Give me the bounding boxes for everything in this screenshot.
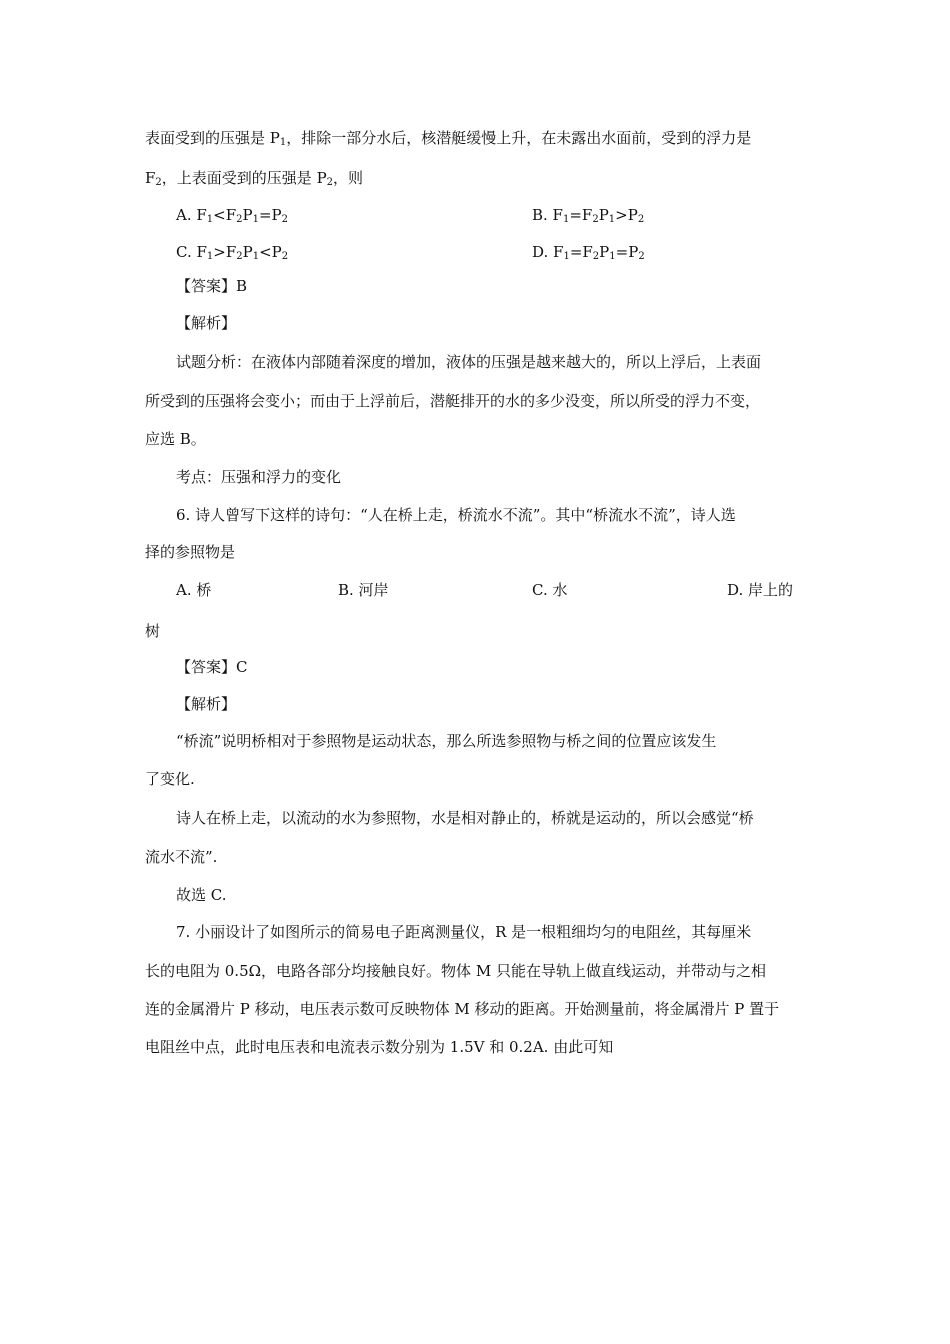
q6-analysis-line-5: 故选 C. bbox=[176, 886, 227, 904]
q5-analysis-line-2: 所受到的压强将会变小；而由于上浮前后，潜艇排开的水的多少没变，所以所受的浮力不变， bbox=[145, 392, 761, 410]
q5-text: F bbox=[145, 169, 156, 187]
q5-analysis-line-3: 应选 B。 bbox=[145, 430, 206, 448]
q7-stem-line-3: 连的金属滑片 P 移动，电压表示数可反映物体 M 移动的距离。开始测量前，将金属滑片 P 置于 bbox=[145, 1000, 780, 1018]
q7-stem-line-1: 7. 小丽设计了如图所示的简易电子距离测量仪，R 是一根粗细均匀的电阻丝，其每厘米 bbox=[176, 923, 752, 941]
q7-stem-line-2: 长的电阻为 0.5Ω，电路各部分均接触良好。物体 M 只能在导轨上做直线运动，并带动与之相 bbox=[145, 962, 766, 980]
q5-option-c: C. $F_1>F_2P_1<P_2$ bbox=[176, 243, 289, 262]
subscript: 2 bbox=[326, 177, 334, 188]
q5-analysis-line-1: 试题分析：在液体内部随着深度的增加，液体的压强是越来越大的，所以上浮后，上表面 bbox=[176, 353, 762, 371]
q5-text: 表面受到的压强是 P bbox=[145, 129, 280, 147]
subscript: 2 bbox=[155, 177, 162, 188]
q5-analysis-title: 【解析】 bbox=[176, 314, 237, 332]
q6-stem-line-1: 6. 诗人曾写下这样的诗句：“人在桥上走，桥流水不流”。其中“桥流水不流”，诗人选 bbox=[176, 506, 736, 524]
q5-text: ，上表面受到的压强是 P bbox=[161, 169, 327, 187]
q6-option-c: C. 水 bbox=[532, 581, 568, 599]
q6-analysis-title: 【解析】 bbox=[176, 695, 237, 713]
q5-stem-line-2 bbox=[145, 168, 363, 188]
q5-option-a: A. $F_1<F_2P_1=P_2$ bbox=[176, 206, 289, 225]
q6-analysis-line-3: 诗人在桥上走，以流动的水为参照物，水是相对静止的，桥就是运动的，所以会感觉“桥 bbox=[176, 809, 754, 827]
q5-answer: 【答案】B bbox=[176, 277, 248, 295]
q5-text: ，则 bbox=[333, 169, 364, 187]
q6-option-d: D. 岸上的 bbox=[727, 581, 794, 599]
q6-option-a: A. 桥 bbox=[176, 581, 212, 599]
q5-option-d: D. $F_1=F_2P_1=P_2$ bbox=[532, 243, 645, 262]
q5-text: ，排除一部分水后，核潜艇缓慢上升，在未露出水面前，受到的浮力是 bbox=[286, 129, 752, 147]
subscript: 1 bbox=[279, 137, 287, 148]
q5-option-b: B. $F_1=F_2P_1>P_2$ bbox=[532, 206, 645, 225]
q5-stem-line-1 bbox=[145, 128, 751, 148]
q6-option-b: B. 河岸 bbox=[338, 581, 389, 599]
q6-analysis-line-2: 了变化. bbox=[145, 770, 195, 788]
q6-analysis-line-1: “桥流”说明桥相对于参照物是运动状态，那么所选参照物与桥之间的位置应该发生 bbox=[176, 732, 717, 750]
q6-option-d-cont: 树 bbox=[145, 622, 161, 640]
q7-stem-line-4: 电阻丝中点，此时电压表和电流表示数分别为 1.5V 和 0.2A. 由此可知 bbox=[145, 1038, 614, 1056]
q5-kaodian: 考点：压强和浮力的变化 bbox=[176, 468, 342, 486]
q6-stem-line-2: 择的参照物是 bbox=[145, 543, 236, 561]
q6-analysis-line-4: 流水不流”. bbox=[145, 848, 218, 866]
q6-answer: 【答案】C bbox=[176, 658, 248, 676]
